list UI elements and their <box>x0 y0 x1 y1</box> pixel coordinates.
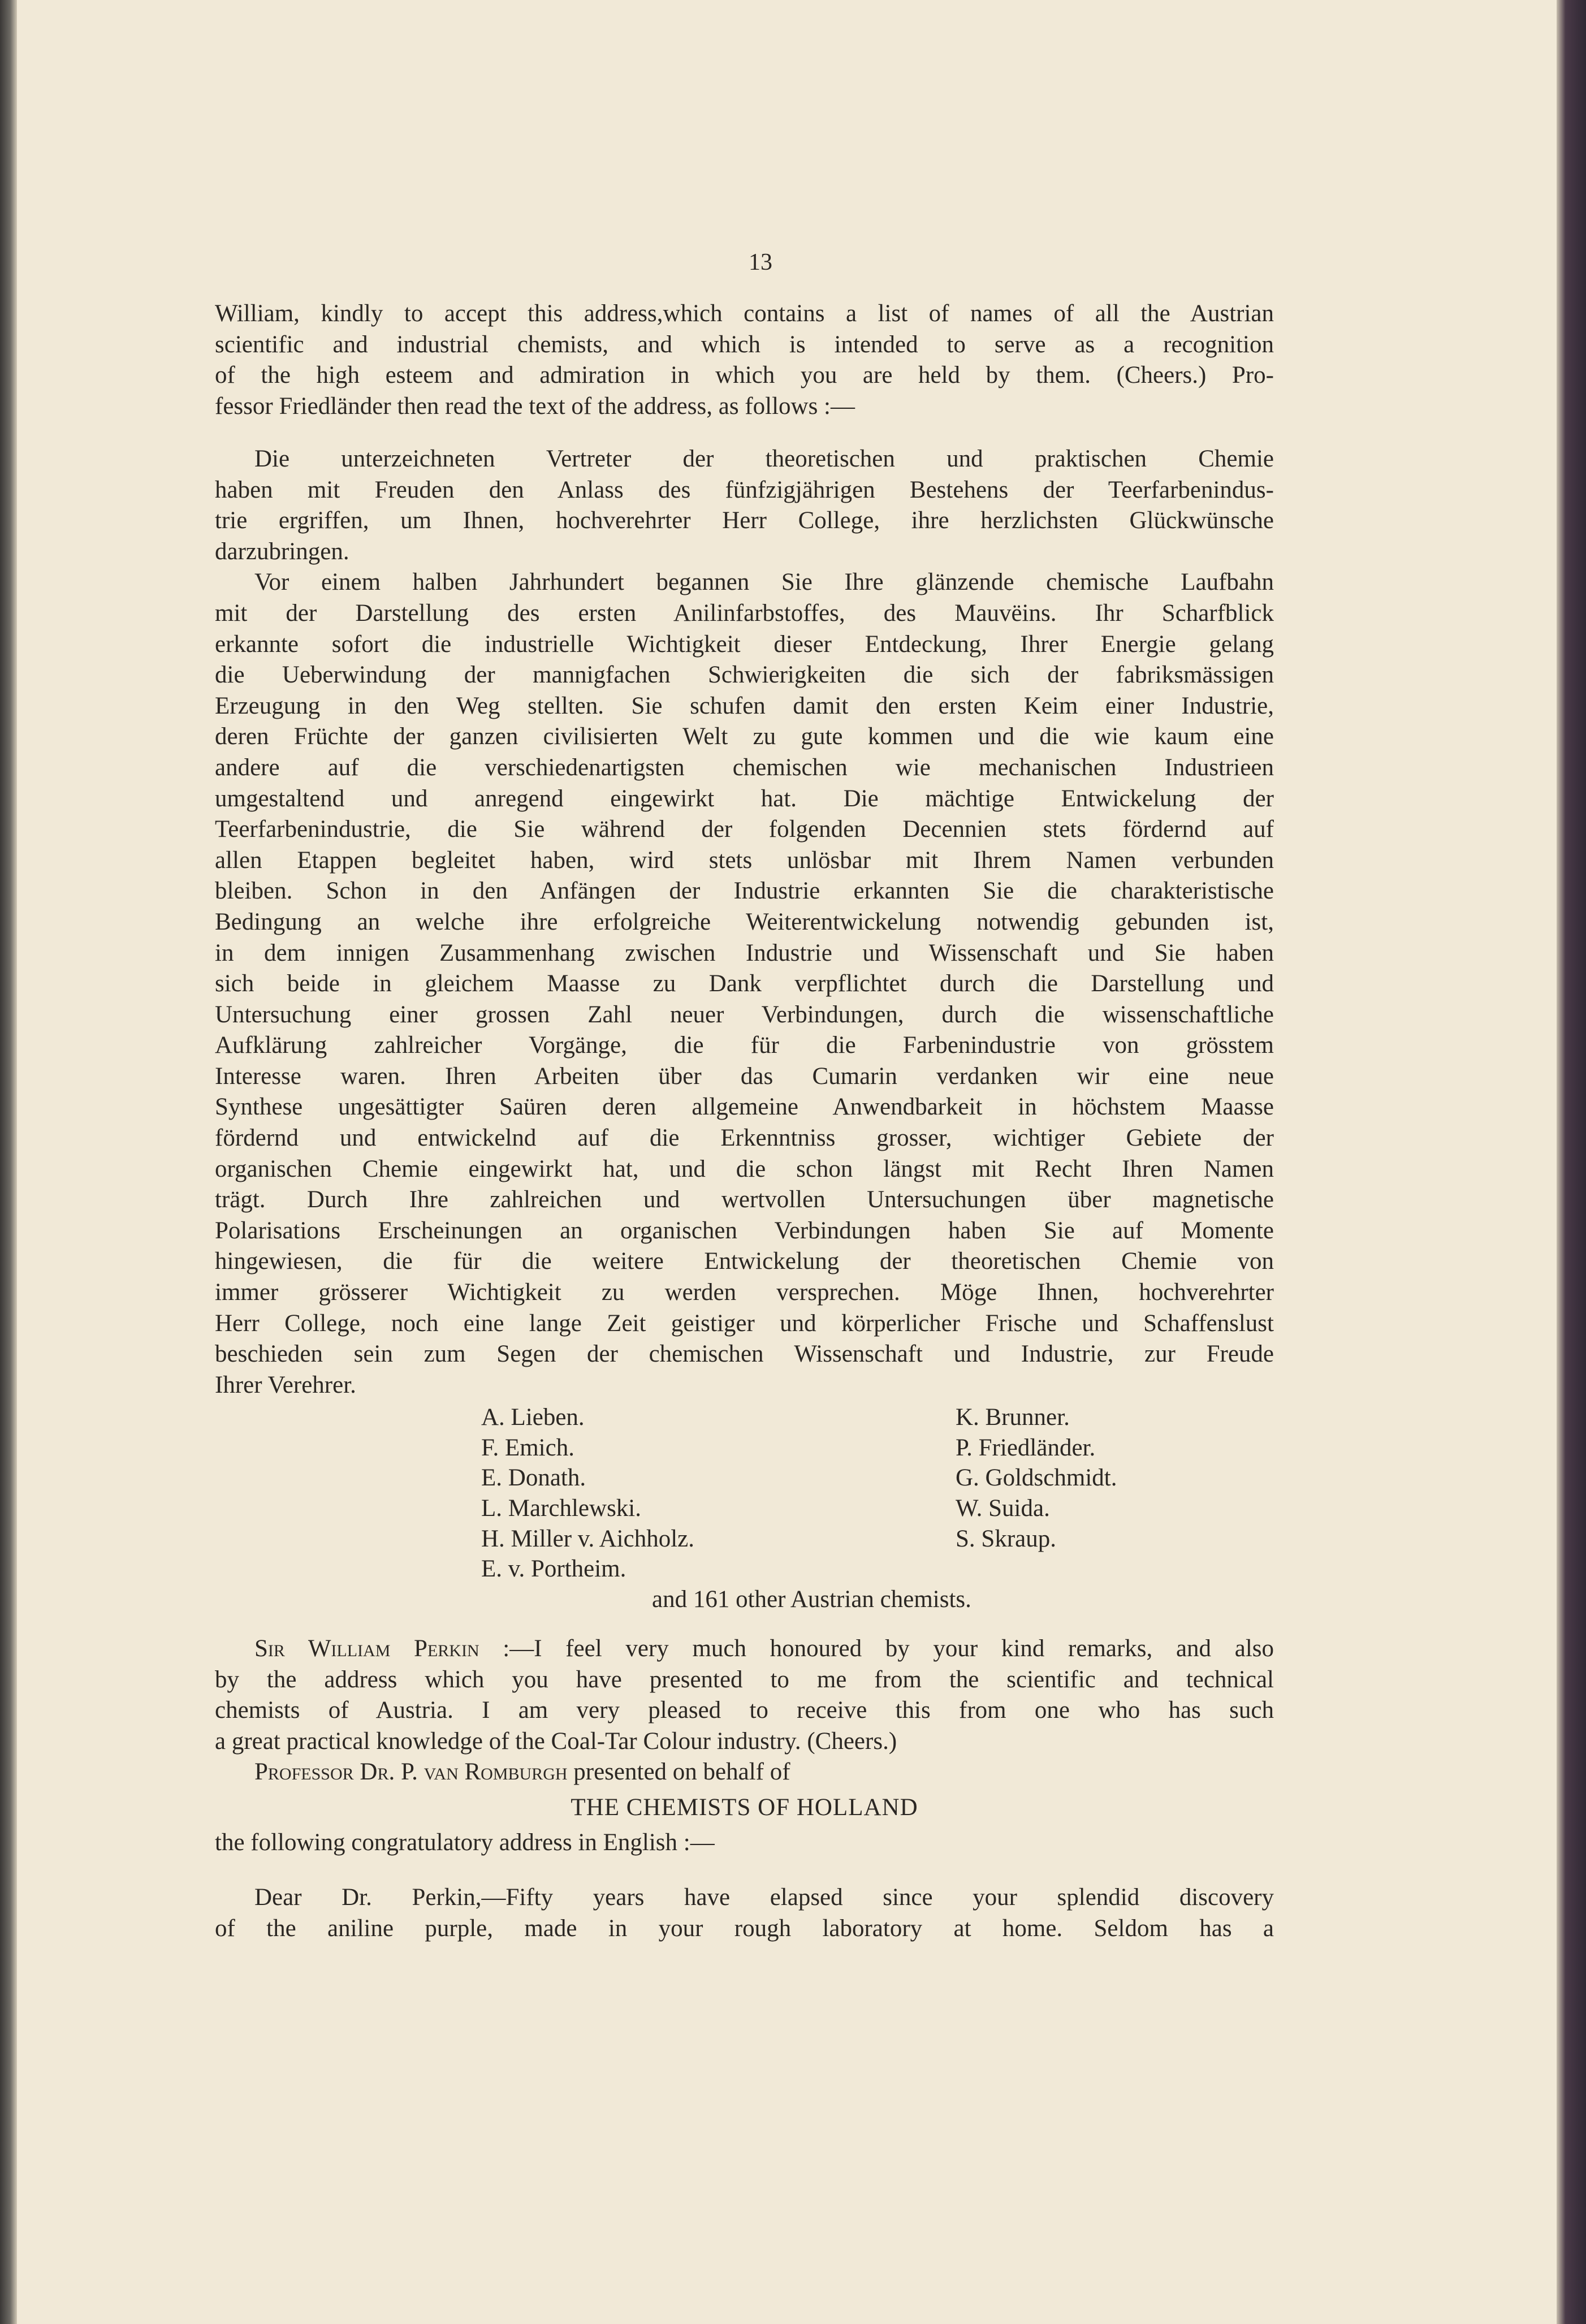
text-line: Erzeugung in den Weg stellten. Sie schufen damit den ersten Keim einer Industrie, <box>215 692 1274 719</box>
text-line: trägt. Durch Ihre zahlreichen und wertvollen Untersuchungen über magnetische <box>215 1186 1274 1213</box>
section-heading: THE CHEMISTS OF HOLLAND <box>571 1794 918 1821</box>
book-cover-edge-right <box>1557 0 1586 2324</box>
page-number: 13 <box>749 249 772 275</box>
text-line: allen Etappen begleitet haben, wird stets unlösbar mit Ihrem Namen verbunden <box>215 846 1274 874</box>
book-binding-left <box>0 0 17 2324</box>
text-line: in dem innigen Zusammenhang zwischen Industrie und Wissenschaft und Sie haben <box>215 939 1274 966</box>
text-line: andere auf die verschiedenartigsten chemischen wie mechanischen Industrieen <box>215 754 1274 781</box>
text-line: fördernd und entwickelnd auf die Erkenntniss grosser, wichtiger Gebiete der <box>215 1125 1274 1152</box>
text-line: Untersuchung einer grossen Zahl neuer Verbindungen, durch die wissenschaftliche <box>215 1001 1274 1028</box>
signatory-row <box>215 1524 1274 1554</box>
speaker-name: Professor Dr. P. van Romburgh <box>254 1759 568 1785</box>
text-line: sich beide in gleichem Maasse zu Dank verpflichtet durch die Darstellung und <box>215 970 1274 997</box>
text-line: mit der Darstellung des ersten Anilinfarbstoffes, des Mauvëins. Ihr Scharfblick <box>215 599 1274 627</box>
text-line: Polarisations Erscheinungen an organischen Verbindungen haben Sie auf Momente <box>215 1217 1274 1244</box>
signatory-row <box>215 1433 1274 1463</box>
signatory-name: K. Brunner. <box>956 1404 1070 1431</box>
text-line: Bedingung an welche ihre erfolgreiche Weiterentwickelung notwendig gebunden ist, <box>215 908 1274 935</box>
text-line: scientific and industrial chemists, and which is intended to serve as a recognition <box>215 331 1274 358</box>
signatory-row <box>215 1584 1274 1615</box>
dutch-address <box>215 1882 1274 1944</box>
text-line <box>215 1634 1274 1665</box>
text-line: William, kindly to accept this address,which contains a list of names of all the Austrian <box>215 300 1274 327</box>
text-line: hingewiesen, die für die weitere Entwickelung der theoretischen Chemie von <box>215 1248 1274 1275</box>
text-line: Die unterzeichneten Vertreter der theoretischen und praktischen Chemie <box>254 446 1274 472</box>
text-line: Ihrer Verehrer. <box>215 1371 356 1398</box>
text-line: die Ueberwindung der mannigfachen Schwierigkeiten die sich der fabriksmässigen <box>215 662 1274 689</box>
signatory-row <box>215 1402 1274 1433</box>
text-line: of the high esteem and admiration in which you are held by them. (Cheers.) Pro- <box>215 362 1274 389</box>
signatory-name: P. Friedländer. <box>956 1434 1096 1461</box>
text-line: by the address which you have presented to me from the scientific and technical <box>215 1666 1274 1693</box>
text-line: umgestaltend und anregend eingewirkt hat. Die mächtige Entwickelung der <box>215 785 1274 812</box>
signatories-footer: and 161 other Austrian chemists. <box>652 1586 971 1613</box>
text-line <box>215 1757 1274 1788</box>
text-line: trie ergriffen, um Ihnen, hochverehrter Herr College, ihre herzlichsten Glückwünsche <box>215 507 1274 534</box>
signatory-name: E. Donath. <box>481 1465 586 1492</box>
text-line: chemists of Austria. I am very pleased to receive this from one who has such <box>215 1697 1274 1724</box>
following-line <box>215 1828 1274 1859</box>
text-line: of the aniline purple, made in your rough laboratory at home. Seldom has a <box>215 1915 1274 1942</box>
text-line: deren Früchte der ganzen civilisierten Welt zu gute kommen und die wie kaum eine <box>215 723 1274 750</box>
signatory-name: G. Goldschmidt. <box>956 1465 1117 1492</box>
text-line: Aufklärung zahlreicher Vorgänge, die für die Farbenindustrie von grösstem <box>215 1032 1274 1059</box>
text-span: :—I feel very much honoured by your kind remarks, and also <box>479 1635 1274 1662</box>
signatory-row <box>215 1554 1274 1584</box>
text-line: organischen Chemie eingewirkt hat, und die schon längst mit Recht Ihren Namen <box>215 1155 1274 1182</box>
text-span: presented on behalf of <box>567 1759 790 1785</box>
speaker-name: Sir William Perkin <box>254 1635 479 1662</box>
text-line: Teerfarbenindustrie, die Sie während der folgenden Decennien stets fördernd auf <box>215 816 1274 843</box>
text-line: beschieden sein zum Segen der chemischen Wissenschaft und Industrie, zur Freude <box>215 1341 1274 1368</box>
text-line: Dear Dr. Perkin,—Fifty years have elapsed since your splendid discovery <box>254 1884 1274 1911</box>
perkin-reply-paragraph <box>215 1634 1274 1757</box>
signatory-name: S. Skraup. <box>956 1525 1056 1552</box>
text-line: Herr College, noch eine lange Zeit geistiger und körperlicher Frische und Schaffenslust <box>215 1310 1274 1337</box>
signatory-name: W. Suida. <box>956 1495 1050 1522</box>
text-line: Vor einem halben Jahrhundert begannen Sie Ihre glänzende chemische Laufbahn <box>254 569 1274 596</box>
text-line: Interesse waren. Ihren Arbeiten über das Cumarin verdanken wir eine neue <box>215 1062 1274 1090</box>
text-line: Synthese ungesättigter Saüren deren allgemeine Anwendbarkeit in höchstem Maasse <box>215 1094 1274 1121</box>
text-line: a great practical knowledge of the Coal-Tar Colour industry. (Cheers.) <box>215 1727 897 1755</box>
german-address <box>215 444 1274 1401</box>
signatory-row <box>215 1493 1274 1524</box>
signatory-name: E. v. Portheim. <box>481 1556 626 1583</box>
signatory-name: L. Marchlewski. <box>481 1495 642 1522</box>
romburgh-intro <box>215 1757 1274 1788</box>
text-line: immer grösserer Wichtigkeit zu werden versprechen. Möge Ihnen, hochverehrter <box>215 1279 1274 1306</box>
text-line: haben mit Freuden den Anlass des fünfzigjährigen Bestehens der Teerfarbenindus- <box>215 476 1274 503</box>
text-line: fessor Friedländer then read the text of the address, as follows :— <box>215 392 855 420</box>
signatory-row <box>215 1463 1274 1493</box>
text-line: bleiben. Schon in den Anfängen der Industrie erkannten Sie die charakteristische <box>215 878 1274 905</box>
text-line: erkannte sofort die industrielle Wichtigkeit dieser Entdeckung, Ihrer Energie gelang <box>215 630 1274 658</box>
signatory-name: A. Lieben. <box>481 1404 585 1431</box>
intro-paragraph <box>215 299 1274 422</box>
signatory-name: H. Miller v. Aichholz. <box>481 1525 694 1552</box>
text-line: darzubringen. <box>215 538 349 565</box>
signatory-name: F. Emich. <box>481 1434 574 1461</box>
text-line: the following congratulatory address in English :— <box>215 1829 715 1856</box>
signatories-list <box>215 1402 1274 1615</box>
